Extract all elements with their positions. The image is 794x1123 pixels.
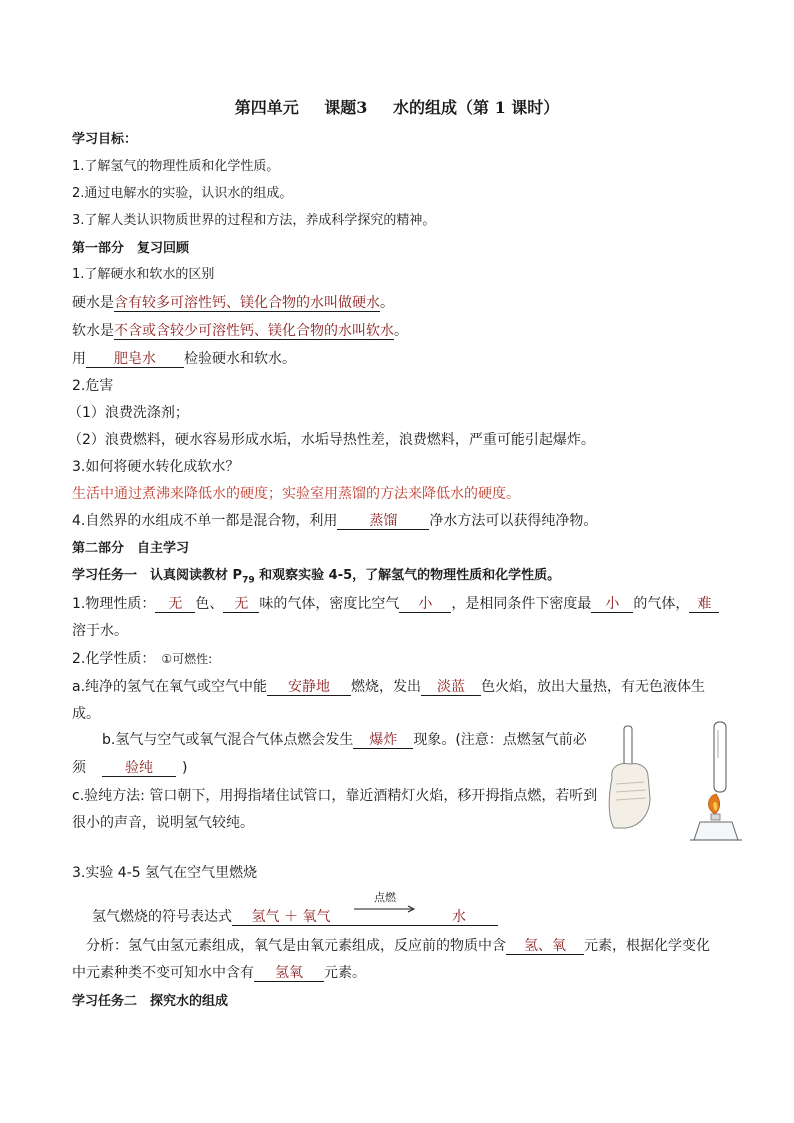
task1-rest: 和观察实验 4-5，了解氢气的物理性质和化学性质。	[254, 568, 561, 583]
chem-b-line	[102, 731, 587, 749]
phys-answer-1: 无	[155, 596, 195, 613]
phys-answer-3: 小	[399, 596, 451, 613]
title-lesson: 课题3	[324, 98, 368, 117]
objective-3: 3.了解人类认识物质世界的过程和方法，养成科学探究的精神。	[72, 213, 436, 228]
q4-answer: 蒸馏	[337, 513, 429, 530]
phys-answer-2: 无	[223, 596, 259, 613]
chem-c-line: c.验纯方法: 管口朝下，用拇指堵住试管口，靠近酒精灯火焰，移开拇指点燃，若听到	[72, 788, 598, 804]
part1-q3: 3.如何将硬水转化成软水？	[72, 459, 240, 475]
chem-b-line-2	[72, 759, 187, 777]
q4-suffix: 净水方法可以获得纯净物。	[429, 513, 598, 529]
soft-answer: 不含或含较少可溶性钙、镁化合物的水叫软水	[114, 323, 394, 339]
page-title	[0, 95, 794, 118]
task1-page-sub: 79	[242, 575, 255, 586]
reaction-arrow-icon	[350, 905, 420, 913]
objective-2: 2.通过电解水的实验，认识水的组成。	[72, 186, 293, 201]
q3-answer: 生活中通过煮沸来降低水的硬度；实验室用蒸馏的方法来降低水的硬度。	[72, 486, 520, 502]
equation-line	[92, 891, 498, 926]
chem-c-line-2: 很小的声音，说明氢气较纯。	[72, 815, 254, 831]
analysis-answer-2: 氢氧	[254, 965, 324, 982]
eq-condition: 点燃	[374, 891, 396, 904]
phys-label: 1.物理性质：	[72, 596, 156, 612]
part1-heading: 第一部分 复习回顾	[72, 241, 190, 256]
hard-prefix: 硬水是	[72, 295, 114, 311]
title-unit: 第四单元	[234, 98, 299, 117]
hard-water-line	[72, 294, 394, 312]
alcohol-lamp-icon	[690, 794, 742, 840]
chem-sub: ①可燃性:	[161, 652, 213, 666]
test-tube-icon	[714, 722, 726, 792]
part1-q4	[72, 512, 597, 530]
phys-text-3: ，是相同条件下密度最	[451, 596, 592, 612]
b-answer: 爆炸	[353, 732, 413, 749]
b-prefix: b.氢气与空气或氧气混合气体点燃会发生	[102, 732, 354, 748]
task2-heading: 学习任务二 探究水的组成	[72, 994, 229, 1009]
a-suffix: 色火焰，放出大量热，有无色液体生	[481, 679, 706, 695]
a-answer-1: 安静地	[267, 679, 351, 696]
hand-icon	[609, 726, 650, 828]
soft-prefix: 软水是	[72, 323, 114, 339]
phys-answer-4: 小	[591, 596, 633, 613]
part1-q1: 1.了解硬水和软水的区别	[72, 267, 215, 282]
q4-prefix: 4.自然界的水组成不单一都是混合物，利用	[72, 513, 338, 529]
b2-suffix: )	[182, 760, 188, 776]
hydrogen-purity-test-figure	[600, 718, 750, 842]
a-mid: 燃烧，发出	[351, 679, 422, 695]
hard-suffix: 。	[380, 295, 394, 311]
part2-heading: 第二部分 自主学习	[72, 541, 190, 556]
analysis-answer-1: 氢、氧	[506, 938, 584, 955]
eq-reactants: 氢气 ＋ 氧气	[232, 909, 350, 926]
phys-text-4: 的气体，	[633, 596, 690, 612]
phys-text-2: 味的气体，密度比空气	[259, 596, 400, 612]
task1-heading	[72, 567, 560, 590]
chem-a-line	[72, 678, 705, 696]
a-prefix: a.纯净的氢气在氧气或空气中能	[72, 679, 268, 695]
analysis-line	[86, 937, 710, 955]
soft-water-line	[72, 322, 408, 340]
hard-answer: 含有较多可溶性钙、镁化合物的水叫做硬水	[114, 295, 380, 311]
soft-suffix: 。	[394, 323, 408, 339]
use-prefix: 用	[72, 351, 86, 367]
eq-product: 水	[420, 909, 498, 926]
experiment-heading: 3.实验 4-5 氢气在空气里燃烧	[72, 865, 258, 881]
b2-prefix: 须	[72, 760, 86, 776]
analysis2-suffix: 元素。	[324, 965, 366, 981]
a-answer-2: 淡蓝	[421, 679, 481, 696]
title-topic: 水的组成（第 1 课时）	[393, 98, 560, 117]
part1-q2: 2.危害	[72, 378, 114, 394]
harm-2: （2）浪费燃料，硬水容易形成水垢，水垢导热性差，浪费燃料，严重可能引起爆炸。	[68, 432, 595, 448]
phys-line-2: 溶于水。	[72, 623, 128, 639]
eq-label: 氢气燃烧的符号表达式	[92, 909, 232, 925]
chem-label: 2.化学性质：	[72, 651, 156, 667]
analysis-prefix: 分析：氢气由氢元素组成，氧气是由氧元素组成，反应前的物质中含	[86, 938, 506, 954]
physical-properties-line	[72, 595, 719, 613]
b-answer-2: 验纯	[102, 760, 176, 777]
use-answer: 肥皂水	[86, 351, 184, 368]
phys-answer-5: 难	[689, 596, 719, 613]
objective-1: 1.了解氢气的物理性质和化学性质。	[72, 159, 280, 174]
analysis-suffix: 元素，根据化学变化	[584, 938, 710, 954]
task1-text: 学习任务一 认真阅读教材 P	[72, 568, 243, 583]
eq-arrow-cell	[350, 891, 420, 926]
analysis-line-2	[72, 964, 366, 982]
analysis2-prefix: 中元素种类不变可知水中含有	[72, 965, 254, 981]
chemical-properties-line	[72, 650, 212, 668]
objectives-heading: 学习目标：	[72, 132, 138, 147]
phys-text-1: 色、	[195, 596, 224, 612]
harm-1: （1）浪费洗涤剂；	[68, 405, 189, 421]
chem-a-line-2: 成。	[72, 706, 100, 722]
test-line	[72, 350, 296, 368]
use-suffix: 检验硬水和软水。	[184, 351, 296, 367]
b-suffix: 现象。(注意：点燃氢气前必	[413, 732, 587, 748]
